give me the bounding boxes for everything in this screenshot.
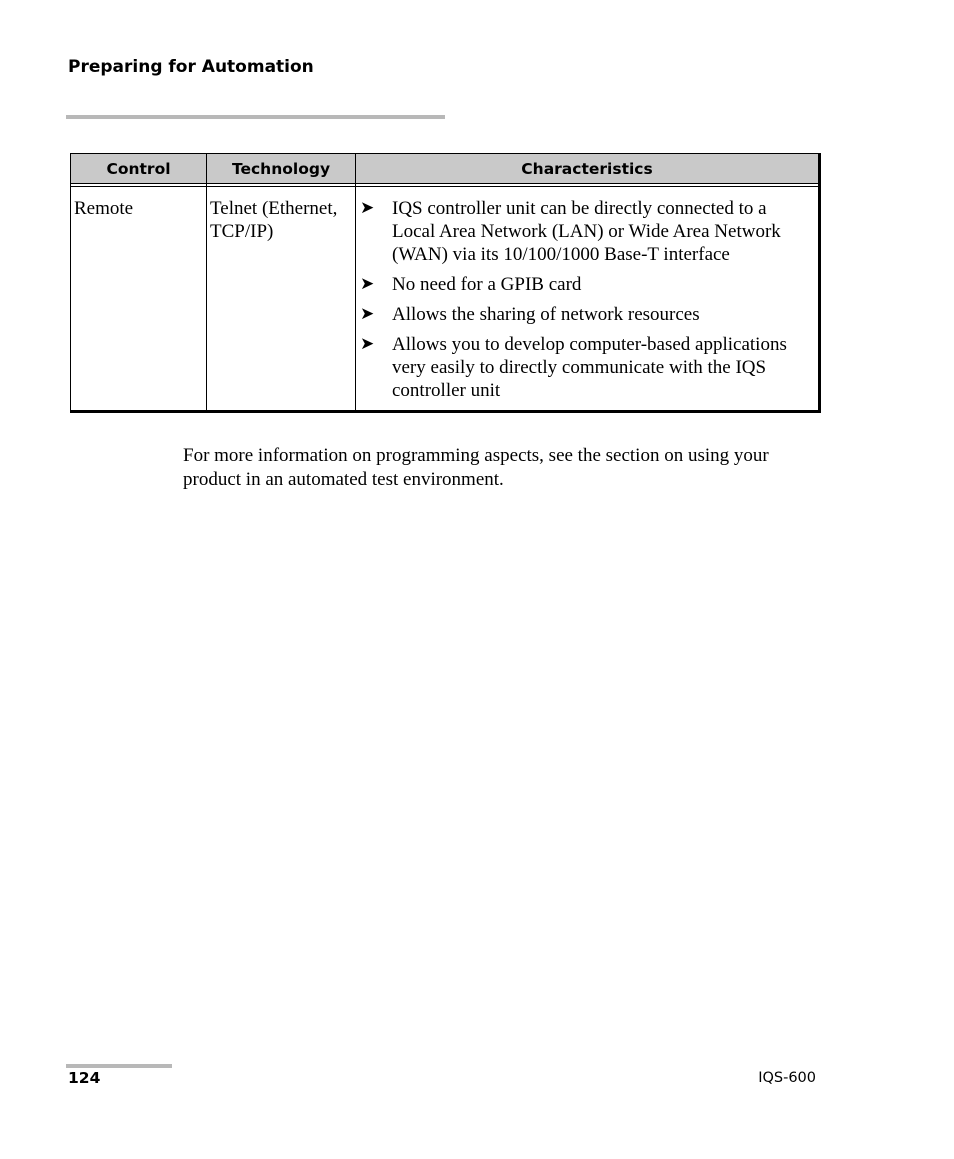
characteristics-list xyxy=(359,197,812,402)
technology-cell: Telnet (Ethernet, TCP/IP) xyxy=(207,187,356,412)
characteristics-table xyxy=(70,153,821,413)
arrowhead-right-icon: ➤ xyxy=(360,274,375,294)
list-item xyxy=(359,303,812,326)
arrowhead-right-icon: ➤ xyxy=(360,198,375,218)
arrowhead-right-icon: ➤ xyxy=(360,334,375,354)
list-item xyxy=(359,197,812,266)
table-row xyxy=(71,187,820,412)
page-number: 124 xyxy=(68,1069,101,1087)
header-rule xyxy=(66,115,445,119)
body-paragraph: For more information on programming aspects, see the section on using your product in an automated test environment. xyxy=(183,445,769,490)
characteristic-text: Allows the sharing of network resources xyxy=(392,304,700,325)
product-name: IQS-600 xyxy=(758,1070,816,1086)
control-cell: Remote xyxy=(71,187,207,412)
table-header-row xyxy=(71,154,820,184)
list-item xyxy=(359,333,812,402)
column-header-control: Control xyxy=(71,154,207,184)
column-header-characteristics: Characteristics xyxy=(356,154,820,184)
section-title: Preparing for Automation xyxy=(68,57,314,77)
characteristic-text: Allows you to develop computer-based applications very easily to directly communicate with the IQS controller unit xyxy=(392,334,787,401)
arrowhead-right-icon: ➤ xyxy=(360,304,375,324)
characteristic-text: IQS controller unit can be directly connected to a Local Area Network (LAN) or Wide Area Network (WAN) via its 10/100/1000 Base-T interface xyxy=(392,198,781,265)
characteristics-cell xyxy=(356,187,820,412)
column-header-technology: Technology xyxy=(207,154,356,184)
list-item xyxy=(359,273,812,296)
characteristic-text: No need for a GPIB card xyxy=(392,274,582,295)
footer-rule xyxy=(66,1064,172,1068)
